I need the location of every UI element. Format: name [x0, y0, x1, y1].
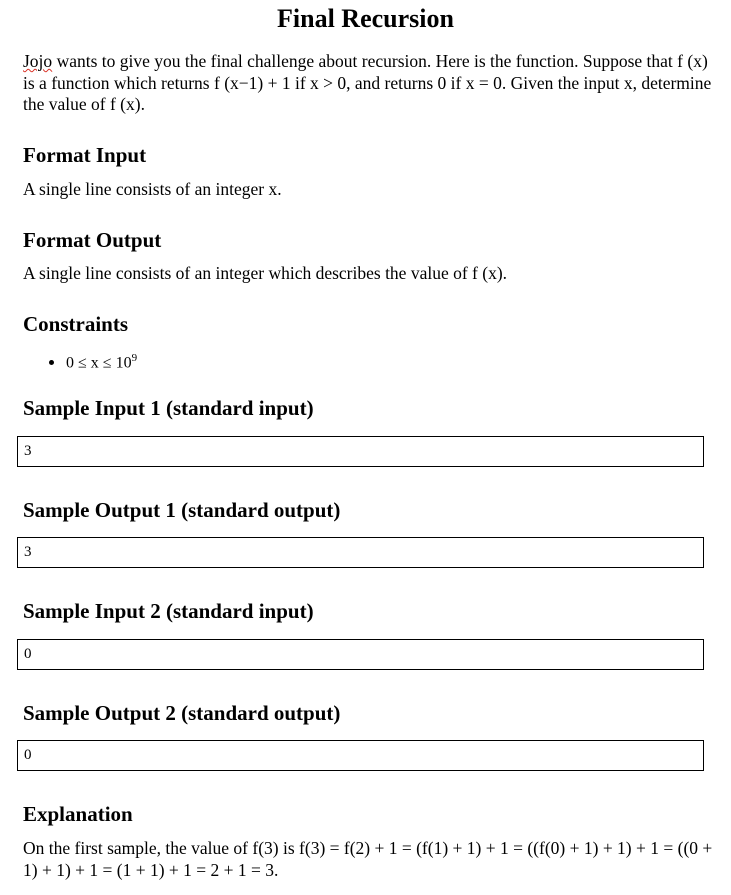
intro-text: wants to give you the final challenge about recursion. Here is the function. Suppose that f (x) is a function which returns f (x−1) + 1 if x > 0, and returns 0 if x = 0. Given the input x, determine the value of f (x).: [23, 51, 712, 114]
constraint-exponent: 9: [131, 352, 138, 364]
constraints-heading: Constraints: [23, 312, 129, 336]
sample-input-2-value: 0: [24, 646, 32, 662]
format-input-text: A single line consists of an integer x.: [23, 179, 282, 199]
format-input-heading: Format Input: [23, 143, 147, 167]
sample-input-1-heading: Sample Input 1 (standard input): [23, 396, 314, 420]
sample-input-1-value: 3: [24, 443, 32, 459]
sample-output-2-box[interactable]: [17, 740, 704, 771]
page-title: Final Recursion: [277, 4, 454, 33]
explanation-heading: Explanation: [23, 802, 133, 826]
constraint-item: [49, 347, 137, 374]
format-output-text: A single line consists of an integer which describes the value of f (x).: [23, 263, 508, 283]
sample-output-1-box[interactable]: [17, 537, 704, 568]
sample-output-2-value: 0: [24, 747, 32, 763]
intro-name: Jojo: [23, 51, 53, 71]
intro-paragraph: [23, 51, 713, 116]
sample-input-2-box[interactable]: [17, 639, 704, 670]
sample-input-2-heading: Sample Input 2 (standard input): [23, 599, 314, 623]
constraint-text: 0 ≤ x ≤ 10: [66, 354, 132, 372]
sample-output-1-value: 3: [24, 544, 32, 560]
sample-output-2-heading: Sample Output 2 (standard output): [23, 701, 341, 725]
bullet-icon: [49, 360, 54, 365]
sample-input-1-box[interactable]: [17, 436, 704, 467]
sample-output-1-heading: Sample Output 1 (standard output): [23, 498, 341, 522]
format-output-heading: Format Output: [23, 228, 162, 252]
explanation-text: On the first sample, the value of f(3) is f(3) = f(2) + 1 = (f(1) + 1) + 1 = ((f(0) + 1) + 1) + 1 = ((0 + 1) + 1) + 1 = (1 + 1) + 1 = 2 + 1 = 3.: [23, 838, 713, 880]
